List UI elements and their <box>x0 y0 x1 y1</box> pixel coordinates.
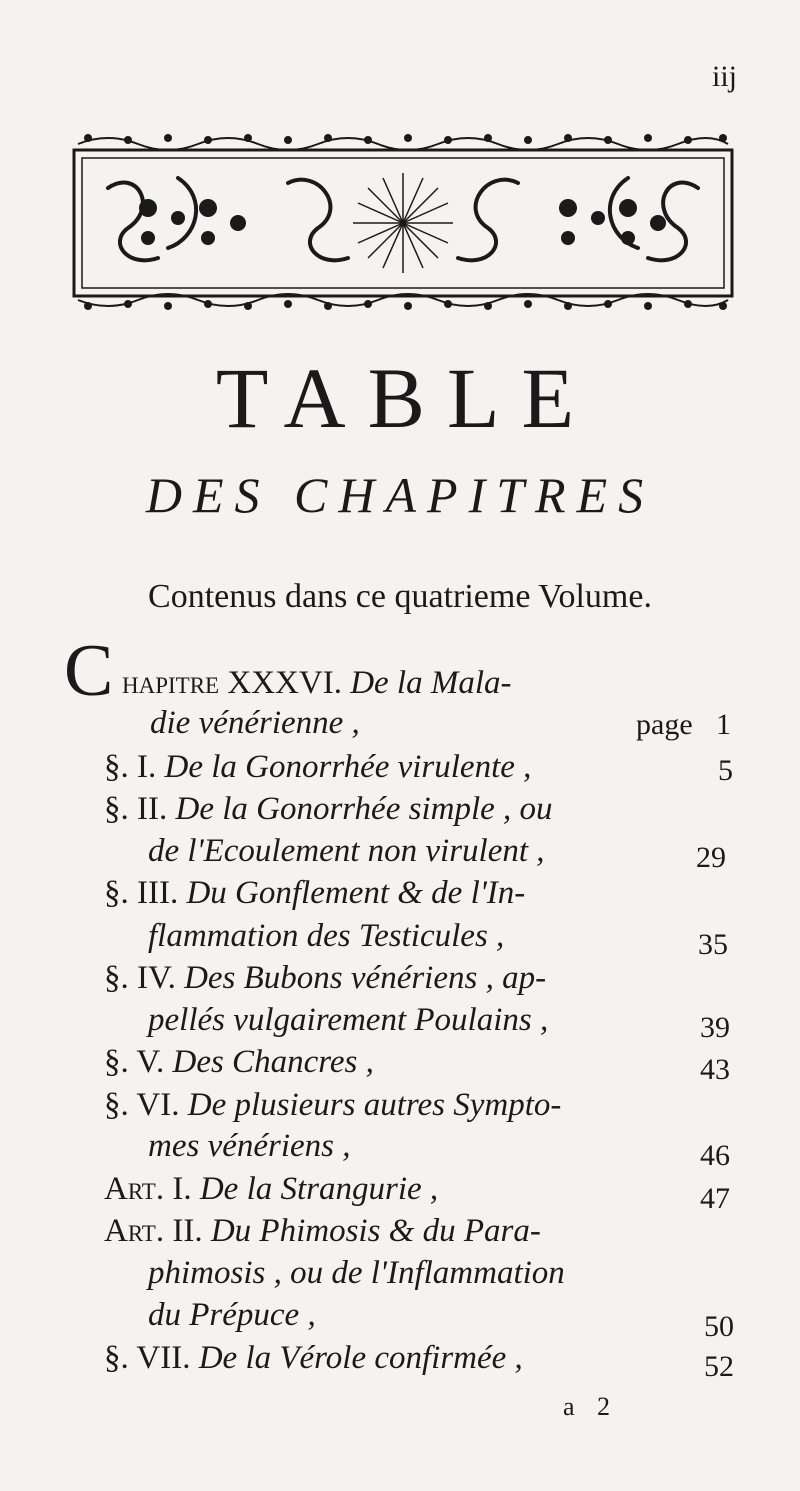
entry-text: Du Phimosis & du Para- <box>210 1213 541 1249</box>
folio-number: iij <box>712 60 738 93</box>
chapter-page-label: page <box>636 708 693 741</box>
entry-mark: Art. I. <box>104 1171 192 1207</box>
entry-text-continued: de l'Ecoulement non virulent , <box>148 833 545 869</box>
toc-entry <box>104 1215 541 1248</box>
toc-entry <box>104 1173 438 1206</box>
entry-page: 39 <box>700 1011 730 1044</box>
chapter-page-number: 1 <box>716 708 731 741</box>
toc-entry <box>104 793 553 826</box>
chapter-title-line2: die vénérienne , <box>150 705 360 741</box>
entry-text: Des Bubons vénériens , ap- <box>184 960 547 996</box>
entry-mark: §. IV. <box>104 960 176 996</box>
entry-text: De la Gonorrhée simple , ou <box>175 791 553 827</box>
toc-entry <box>104 1342 523 1375</box>
entry-mark: §. VII. <box>104 1340 191 1376</box>
page-subtitle: DES CHAPITRES <box>145 467 655 523</box>
entry-page: 29 <box>696 841 726 874</box>
entry-text-continued: flammation des Testicules , <box>148 918 505 954</box>
toc-entry <box>104 751 531 784</box>
entry-text: De la Strangurie , <box>199 1171 439 1207</box>
entry-page: 35 <box>698 928 728 961</box>
toc-entry <box>104 962 546 995</box>
entry-text: De la Gonorrhée virulente , <box>164 749 532 785</box>
entry-page: 50 <box>704 1310 734 1343</box>
toc-entry <box>104 1089 561 1122</box>
entry-text-continued: du Prépuce , <box>148 1297 316 1333</box>
entry-mark: §. III. <box>104 875 179 911</box>
entry-mark: Art. II. <box>104 1213 203 1249</box>
entry-mark: §. I. <box>104 749 157 785</box>
entry-text-continued: phimosis , ou de l'Inflammation <box>148 1255 565 1291</box>
entry-text-continued: mes vénériens , <box>148 1128 351 1164</box>
entry-text: De la Vérole confirmée , <box>198 1340 523 1376</box>
entry-text: Des Chancres , <box>172 1044 374 1080</box>
page-title: TABLE <box>215 350 597 446</box>
entry-text: De plusieurs autres Sympto- <box>187 1087 562 1123</box>
decorative-headpiece <box>68 128 738 316</box>
entry-page: 5 <box>718 754 733 787</box>
chapter-number: XXXVI. <box>219 665 342 701</box>
entry-page: 46 <box>700 1139 730 1172</box>
signature-mark: a 2 <box>563 1392 619 1421</box>
entry-mark: §. V. <box>104 1044 165 1080</box>
entry-text-continued: pellés vulgairement Poulains , <box>148 1002 549 1038</box>
contents-statement: Contenus dans ce quatrieme Volume. <box>148 578 652 615</box>
entry-text: Du Gonflement & de l'In- <box>186 875 526 911</box>
drop-cap: C <box>64 630 114 712</box>
entry-mark: §. II. <box>104 791 168 827</box>
entry-page: 43 <box>700 1053 730 1086</box>
entry-page: 47 <box>700 1182 730 1215</box>
chapter-title-line1: De la Mala- <box>341 665 512 701</box>
chapter-heading-line <box>122 667 512 700</box>
entry-page: 52 <box>704 1350 734 1383</box>
toc-entry <box>104 1046 374 1079</box>
chapter-word: hapitre <box>122 665 220 701</box>
toc-entry <box>104 877 525 910</box>
entry-mark: §. VI. <box>104 1087 180 1123</box>
